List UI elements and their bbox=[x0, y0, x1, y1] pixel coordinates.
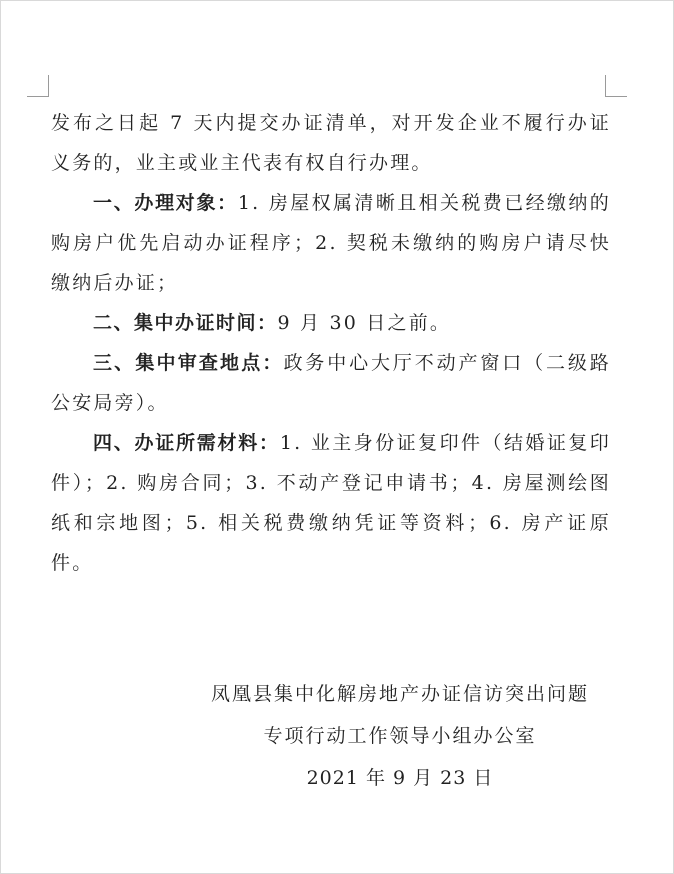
signature-org-line-1: 凤凰县集中化解房地产办证信访突出问题 bbox=[210, 683, 589, 705]
top-right-crop-mark bbox=[605, 75, 627, 97]
section-text: 1. 房屋权属清晰且相关税费已经缴纳的购房户优先启动办证程序；2. 契税未缴纳的购房户请尽快缴纳后办证； bbox=[51, 192, 611, 294]
document-body bbox=[51, 103, 611, 583]
section-heading: 四、办证所需材料： bbox=[93, 432, 280, 454]
signature-org-line-2: 专项行动工作领导小组办公室 bbox=[263, 725, 537, 747]
section-text: 1. 业主身份证复印件（结婚证复印件）；2. 购房合同；3. 不动产登记申请书；4. 房屋测绘图纸和宗地图；5. 相关税费缴纳凭证等资料；6. 房产证原件。 bbox=[51, 432, 611, 574]
section-applicants bbox=[51, 183, 611, 303]
section-materials bbox=[51, 423, 611, 583]
section-heading: 一、办理对象： bbox=[93, 192, 238, 214]
signature-date: 2021 年 9 月 23 日 bbox=[306, 767, 494, 789]
section-text: 9 月 30 日之前。 bbox=[277, 312, 452, 334]
section-heading: 二、集中办证时间： bbox=[93, 312, 278, 334]
section-text: 政务中心大厅不动产窗口（二级路公安局旁）。 bbox=[51, 352, 611, 414]
section-time bbox=[51, 303, 611, 343]
intro-paragraph: 发布之日起 7 天内提交办证清单，对开发企业不履行办证义务的，业主或业主代表有权自行办理。 bbox=[51, 112, 611, 174]
top-left-crop-mark bbox=[27, 75, 49, 97]
section-heading: 三、集中审查地点： bbox=[93, 352, 284, 374]
section-location bbox=[51, 343, 611, 423]
